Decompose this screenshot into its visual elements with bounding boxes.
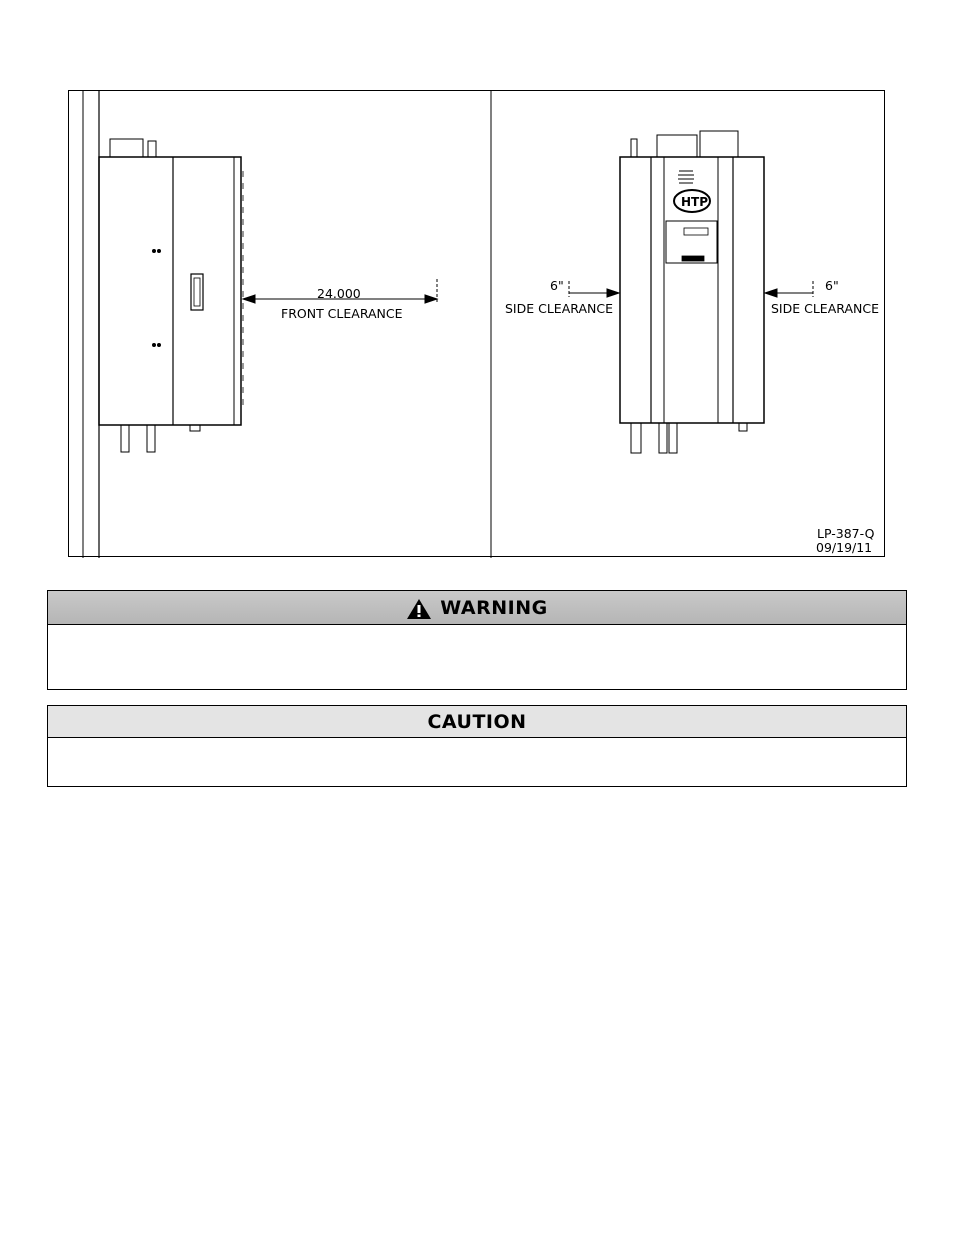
side-clearance-right-value: 6"	[825, 278, 839, 293]
warning-triangle-icon	[406, 598, 432, 620]
side-clearance-left-value: 6"	[550, 278, 564, 293]
caution-body	[48, 738, 906, 754]
drawing-number: LP-387-Q	[817, 526, 875, 541]
front-clearance-value: 24.000	[317, 286, 361, 301]
heater-side-view	[99, 139, 243, 452]
caution-title: CAUTION	[427, 710, 527, 733]
clearance-figure	[68, 90, 885, 557]
drawing-date: 09/19/11	[816, 540, 873, 555]
clearance-drawing	[69, 91, 886, 558]
side-clearance-right-dimension	[765, 281, 813, 297]
side-clearance-left-label: SIDE CLEARANCE	[505, 301, 613, 316]
warning-title: WARNING	[440, 596, 548, 619]
caution-box	[47, 705, 907, 787]
warning-box	[47, 590, 907, 690]
caution-header	[48, 706, 906, 738]
side-clearance-left-dimension	[569, 281, 619, 297]
warning-body	[48, 625, 906, 641]
heater-front-view	[620, 131, 764, 453]
htp-logo: HTP	[681, 195, 709, 209]
warning-header	[48, 591, 906, 625]
side-clearance-right-label: SIDE CLEARANCE	[771, 301, 879, 316]
front-clearance-label: FRONT CLEARANCE	[281, 306, 403, 321]
